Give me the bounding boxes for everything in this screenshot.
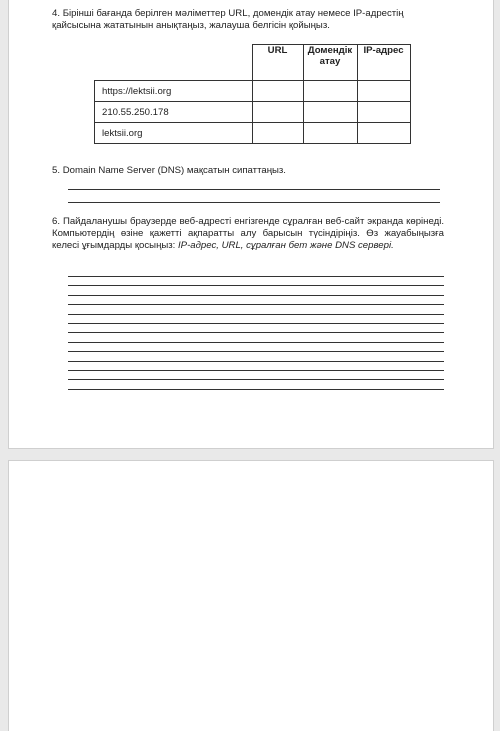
question-5	[52, 165, 442, 177]
question-6-number: 6.	[52, 216, 61, 227]
answer-line[interactable]	[68, 202, 440, 203]
answer-line[interactable]	[68, 389, 444, 390]
row-label: https://lektsii.org	[95, 81, 253, 102]
answer-line[interactable]	[68, 351, 444, 352]
question-5-text: Domain Name Server (DNS) мақсатын сипаттаңыз.	[62, 165, 286, 176]
table-row	[95, 102, 411, 123]
answer-line[interactable]	[68, 285, 444, 286]
row-label: 210.55.250.178	[95, 102, 253, 123]
table-row	[95, 123, 411, 144]
answer-line[interactable]	[68, 332, 444, 333]
answer-line[interactable]	[68, 304, 444, 305]
answer-line[interactable]	[68, 323, 444, 324]
checkbox-cell-ip[interactable]	[357, 81, 410, 102]
answer-line[interactable]	[68, 370, 444, 371]
question-6-terms: IP-адрес, URL, сұралған бет және DNS сервері.	[178, 240, 394, 251]
header-domain-name: Домендік атау	[303, 45, 357, 81]
checkbox-cell-domain[interactable]	[303, 123, 357, 144]
header-ip-address: IP-адрес	[357, 45, 410, 81]
answer-line[interactable]	[68, 379, 444, 380]
answer-line[interactable]	[68, 361, 444, 362]
answer-line[interactable]	[68, 276, 444, 277]
question-4-text: Бірінші бағанда берілген мәліметтер URL, домендік атау немесе IP-адрестің қайсысына жататынын анықтаңыз, жалауша белгісін қойыңыз.	[52, 8, 404, 31]
answer-line[interactable]	[68, 295, 444, 296]
answer-line[interactable]	[68, 342, 444, 343]
question-5-number: 5.	[52, 165, 61, 176]
checkbox-cell-domain[interactable]	[303, 81, 357, 102]
classification-table	[94, 44, 411, 144]
header-url: URL	[252, 45, 303, 81]
checkbox-cell-domain[interactable]	[303, 102, 357, 123]
answer-line[interactable]	[68, 314, 444, 315]
table-header-row	[95, 45, 411, 81]
answer-line[interactable]	[68, 189, 440, 190]
question-4-number: 4.	[52, 8, 61, 19]
checkbox-cell-url[interactable]	[252, 123, 303, 144]
row-label: lektsii.org	[95, 123, 253, 144]
question-4	[52, 8, 422, 32]
checkbox-cell-url[interactable]	[252, 81, 303, 102]
question-6-text: Пайдаланушы браузерде веб-адресті енгізгенде сұралған веб-сайт экранда көрінеді. Компьютердің өзіне қажетті ақпаратты алу барысын түсіндіріңіз. Өз жауабыңызға келесі ұғымдарды қосыңыз:	[52, 216, 444, 251]
checkbox-cell-url[interactable]	[252, 102, 303, 123]
question-6	[52, 216, 444, 252]
table-row	[95, 81, 411, 102]
checkbox-cell-ip[interactable]	[357, 102, 410, 123]
worksheet-page-2	[8, 460, 494, 731]
table-header-blank	[95, 45, 253, 81]
checkbox-cell-ip[interactable]	[357, 123, 410, 144]
